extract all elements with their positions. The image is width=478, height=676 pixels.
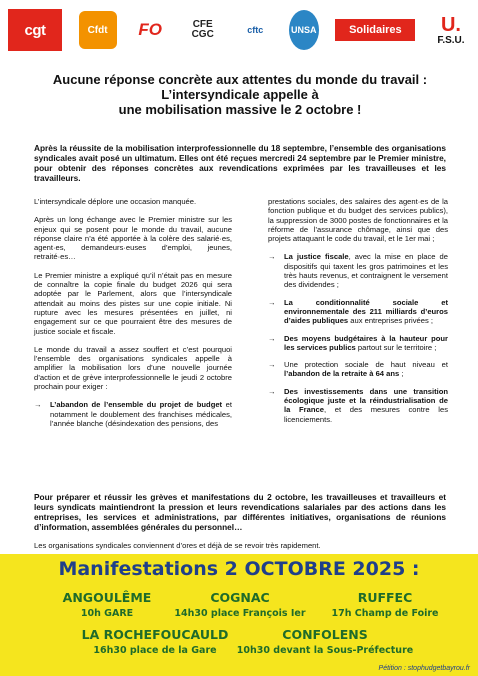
city-ruffec: RUFFEC bbox=[357, 590, 413, 605]
intro-paragraph: Après la réussite de la mobilisation interprofessionnelle du 18 septembre, l’ensemble des organisations syndicales avait posé un ultimatum. Elles ont été reçues mercredi 24 septembre par le Premier ministre, pour obtenir des réponses concrètes aux revendications exprimées par les travailleuses et les travailleurs. bbox=[34, 143, 446, 183]
demand-text bbox=[284, 252, 448, 289]
demand-rest: , et des mesures contre les licenciements. bbox=[284, 405, 448, 424]
demand-pre: Une protection sociale de haut niveau et bbox=[284, 360, 448, 370]
demand-item-justice-fiscale bbox=[268, 252, 448, 289]
arrow-icon: → bbox=[268, 297, 276, 307]
fsu-label: F.S.U. bbox=[437, 34, 465, 46]
union-logos-row bbox=[8, 8, 470, 52]
manifestations-band bbox=[0, 554, 478, 676]
demand-rest: , avec la mise en place de dispositifs qui taxent les gros patrimoines et les très hauts revenus, et contraignent le versement des dividendes ; bbox=[284, 252, 448, 290]
detail-confolens: 10h30 devant la Sous-Préfecture bbox=[236, 645, 414, 656]
headline-line-2: L’intersyndicale appelle à bbox=[161, 87, 319, 102]
arrow-icon: → bbox=[268, 386, 276, 396]
arrow-icon: → bbox=[34, 400, 42, 410]
cfdt-logo: Cfdt bbox=[79, 11, 117, 49]
left-paragraph-4: Le monde du travail a assez souffert et c’est pourquoi l’ensemble des organisations syndicales appelle à amplifier la mobilisation lors d’une nouvelle journée d’action et de grève interprofessionnelle le jeudi 2 octobre prochain pour exiger : bbox=[34, 344, 232, 392]
demand-rest: aux entreprises privées ; bbox=[348, 316, 433, 326]
right-column bbox=[268, 197, 448, 432]
outro-paragraph: Pour préparer et réussir les grèves et manifestations du 2 octobre, les travailleuses et travailleurs et leurs syndicats maintiendront la pression et leurs revendications salariales par des actions dans les entreprises, les services et administrations, par différentes initiatives, organisations de réunions d’information, assemblées générales du personnel… bbox=[34, 492, 446, 532]
unsa-logo: UNSA bbox=[289, 10, 319, 50]
arrow-icon: → bbox=[268, 333, 276, 343]
petition-link[interactable]: Pétition : stophudgetbayrou.fr bbox=[378, 665, 470, 672]
demand-bold: La conditionnalité sociale et environnementale des 211 milliards d’euros d’aides publiques bbox=[284, 297, 448, 326]
demand-rest: et notamment le doublement des franchises médicales, l’année blanche (désindexation des pensions, des bbox=[50, 400, 233, 428]
left-paragraph-2: Après un long échange avec le Premier ministre sur les enjeux qui se posent pour le monde du travail, aucune réponse claire n’a été apportée à la colère des salarié·es, agent·es, demandeurs·euses d’emploi, jeunes, retraité·es… bbox=[34, 215, 232, 262]
demand-bold: l’abandon de la retraite à 64 ans bbox=[284, 369, 400, 379]
left-column bbox=[34, 197, 232, 436]
demand-text bbox=[284, 387, 448, 424]
demand-text bbox=[284, 360, 448, 379]
left-paragraph-1: L’intersyndicale déplore une occasion manquée. bbox=[34, 197, 197, 206]
demand-item-budget bbox=[34, 400, 232, 428]
detail-ruffec: 17h Champ de Foire bbox=[331, 608, 439, 619]
closing-line: Les organisations syndicales conviennent d’ores et déjà de se revoir très rapidement. bbox=[34, 541, 321, 550]
cfe-cgc-logo: CFE CGC bbox=[191, 19, 214, 40]
city-confolens: CONFOLENS bbox=[282, 627, 368, 642]
demand-item-transition bbox=[268, 387, 448, 424]
demand-bold: Des moyens budgétaires à la hauteur pour les services publics bbox=[284, 333, 448, 352]
detail-cognac: 14h30 place François Ier bbox=[174, 608, 306, 619]
demand-rest: ; bbox=[399, 369, 404, 379]
demand-rest: partout sur le territoire ; bbox=[355, 342, 437, 352]
arrow-icon: → bbox=[268, 252, 276, 262]
solidaires-logo: Solidaires bbox=[335, 19, 415, 41]
demand-item-conditionnalite bbox=[268, 298, 448, 326]
arrow-icon: → bbox=[268, 360, 276, 370]
demand-text bbox=[284, 334, 448, 353]
fo-logo: FO bbox=[138, 20, 162, 39]
city-angouleme: ANGOULÊME bbox=[62, 590, 152, 605]
city-cognac: COGNAC bbox=[210, 590, 270, 605]
right-continuation: prestations sociales, des salaires des agent·es de la fonction publique et du budget des services publics), la suppression de 3000 postes de fonctionnaires et la réforme de l’assurance chômage, ainsi que des projets attaquant le code du travail, et le 1er mai ; bbox=[268, 197, 448, 244]
cgt-logo: cgt bbox=[8, 9, 62, 51]
demand-text bbox=[50, 400, 232, 428]
demand-item-services-publics bbox=[268, 334, 448, 353]
headline bbox=[20, 72, 460, 117]
headline-line-3: une mobilisation massive le 2 octobre ! bbox=[118, 102, 362, 117]
cftc-logo: cftc bbox=[247, 25, 264, 35]
manifestations-title: Manifestations 2 OCTOBRE 2025 : bbox=[58, 558, 420, 580]
demand-text bbox=[284, 298, 448, 326]
demand-bold: L’abandon de l’ensemble du projet de budget bbox=[50, 400, 223, 410]
demand-item-retraite bbox=[268, 360, 448, 379]
headline-line-1: Aucune réponse concrète aux attentes du monde du travail : bbox=[52, 72, 428, 87]
fsu-u-mark: U. bbox=[440, 13, 461, 36]
fsu-logo bbox=[432, 9, 470, 51]
demand-bold: Des investissements dans une transition écologique juste et la réindustrialisation de la France bbox=[284, 386, 448, 415]
demand-bold: La justice fiscale bbox=[284, 252, 349, 262]
left-paragraph-3: Le Premier ministre a expliqué qu’il n’était pas en mesure de connaître la copie finale du budget 2026 qui sera adoptée par le Parlement, alors que l’intersyndicale attendait au moins des pistes sur une copie initiale. Ni rupture avec les mesures présentées en juillet, ni engagement sur ce que pourraient être des mesures de justice sociale et fiscale. bbox=[34, 270, 232, 336]
detail-angouleme: 10h GARE bbox=[80, 608, 134, 619]
city-la-rochefoucauld: LA ROCHEFOUCAULD bbox=[81, 627, 229, 642]
detail-la-rochefoucauld: 16h30 place de la Gare bbox=[93, 645, 217, 656]
